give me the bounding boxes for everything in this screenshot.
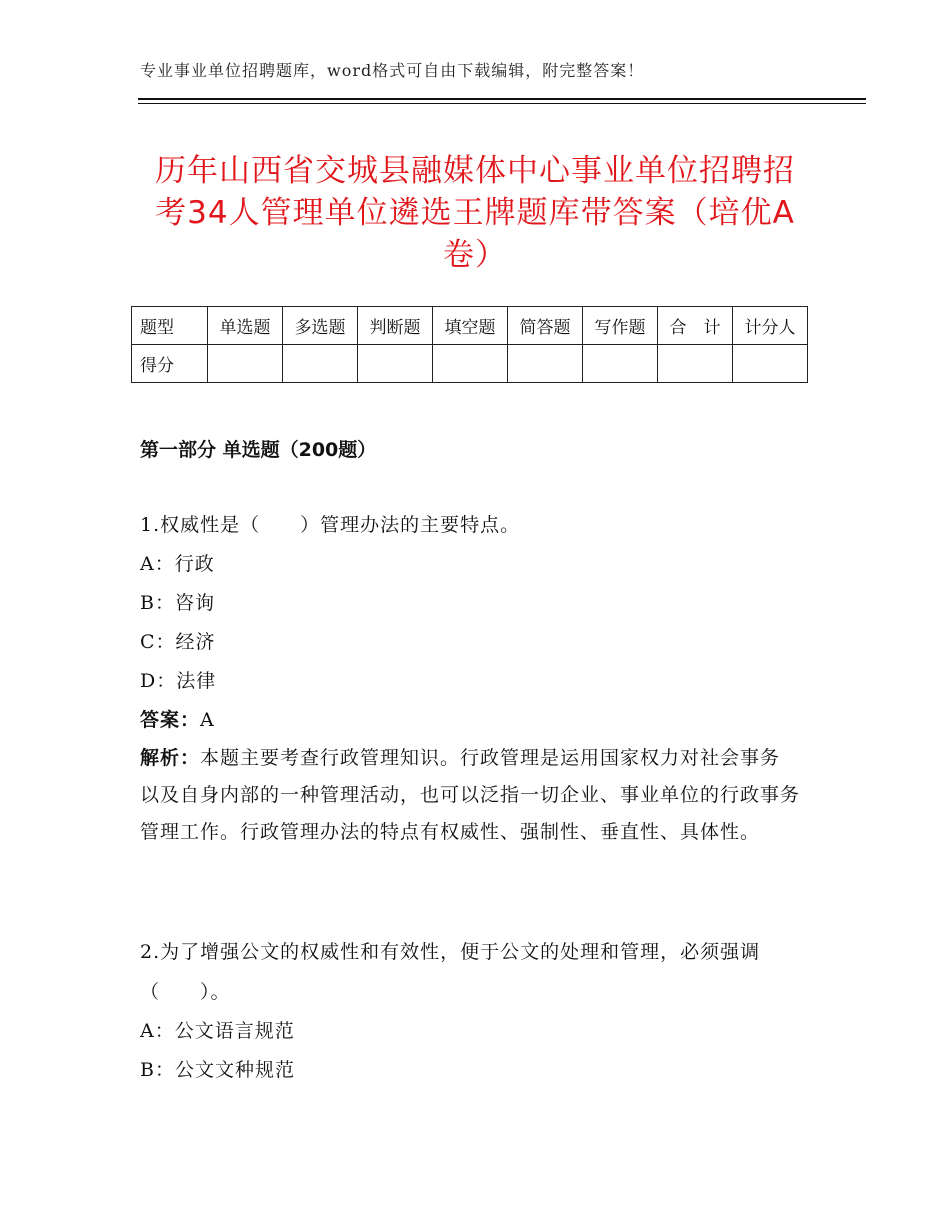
- question-2: [140, 932, 800, 1090]
- option-a: A：公文语言规范: [140, 1020, 295, 1042]
- score-header-cell: 简答题: [508, 307, 583, 345]
- score-cell: [283, 345, 358, 383]
- header-rule-thick: [138, 98, 866, 100]
- score-header-cell: 单选题: [208, 307, 283, 345]
- score-cell: [733, 345, 808, 383]
- question-stem: 1.权威性是（ ）管理办法的主要特点。: [140, 514, 521, 536]
- option-d: D：法律: [140, 670, 217, 692]
- score-header-cell: 写作题: [583, 307, 658, 345]
- question-1: [140, 506, 800, 851]
- answer-value: A: [200, 709, 215, 731]
- score-cell: [208, 345, 283, 383]
- score-table: [131, 306, 808, 383]
- section-heading: 第一部分 单选题（200题）: [140, 439, 377, 461]
- option-b: B：咨询: [140, 592, 215, 614]
- option-b: B：公文文种规范: [140, 1059, 295, 1081]
- question-stem: 2.为了增强公文的权威性和有效性，便于公文的处理和管理，必须强调（ ）。: [140, 941, 761, 1003]
- score-cell: [508, 345, 583, 383]
- score-cell: [658, 345, 733, 383]
- score-row-label: 得分: [132, 345, 208, 383]
- score-table-score-row: [132, 345, 808, 383]
- score-header-cell: 题型: [132, 307, 208, 345]
- score-header-cell: 计分人: [733, 307, 808, 345]
- score-cell: [358, 345, 433, 383]
- score-cell: [583, 345, 658, 383]
- score-table-header-row: [132, 307, 808, 345]
- analysis-paragraph: [140, 740, 800, 851]
- answer-label: 答案：: [140, 709, 201, 731]
- analysis-text: 本题主要考查行政管理知识。行政管理是运用国家权力对社会事务以及自身内部的一种管理活动，也可以泛指一切企业、事业单位的行政事务管理工作。行政管理办法的特点有权威性、强制性、垂直性、具体性。: [140, 747, 801, 843]
- header-note: 专业事业单位招聘题库，word格式可自由下载编辑，附完整答案！: [140, 61, 645, 80]
- answer-line: [140, 701, 800, 740]
- score-header-cell: 填空题: [433, 307, 508, 345]
- score-cell: [433, 345, 508, 383]
- document-title: 历年山西省交城县融媒体中心事业单位招聘招考34人管理单位遴选王牌题库带答案（培优A卷）: [155, 153, 795, 273]
- option-a: A：行政: [140, 553, 215, 575]
- header-rule-thin: [138, 103, 866, 104]
- score-header-cell: 判断题: [358, 307, 433, 345]
- option-c: C：经济: [140, 631, 216, 653]
- score-header-cell: 多选题: [283, 307, 358, 345]
- score-header-cell: 合 计: [658, 307, 733, 345]
- analysis-label: 解析：: [140, 747, 201, 769]
